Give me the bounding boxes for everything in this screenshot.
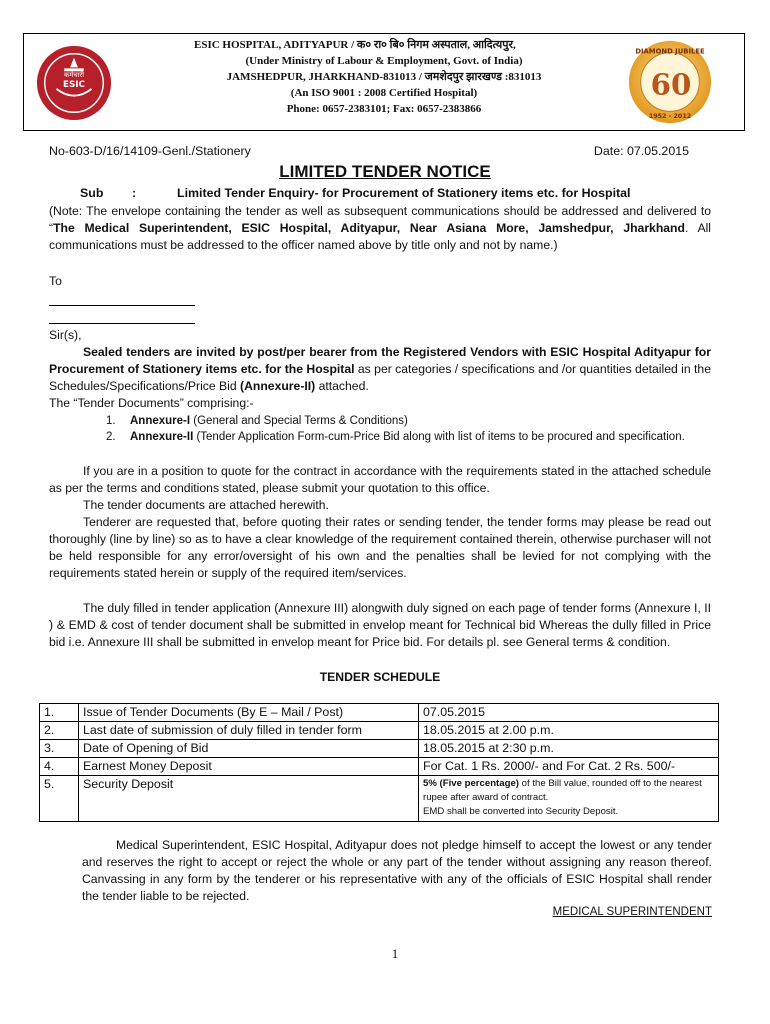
address-line: JAMSHEDPUR, JHARKHAND-831013 / जमशेदपुर झारखण्ड :831013 — [226, 71, 542, 83]
tender-schedule-table — [39, 703, 719, 822]
phone-fax-line: Phone: 0657-2383101; Fax: 0657-2383866 — [286, 103, 482, 115]
ministry-line: (Under Ministry of Labour & Employment, Govt. of India) — [245, 55, 523, 67]
notice-date: Date: 07.05.2015 — [593, 144, 689, 158]
signature: MEDICAL SUPERINTENDENT — [552, 906, 712, 918]
salutation: Sir(s), — [49, 328, 82, 342]
reservation-paragraph: Medical Superintendent, ESIC Hospital, Adityapur does not pledge himself to accept the lowest or any tender and reserves the right to accept or reject the whole or any part of the tender without assigning any reason thereof. Canvassing in any form by the tenderer or his representative with any of the officials of ESIC Hospital shall render the tender liable to be rejected. — [82, 838, 712, 903]
hospital-name: ESIC HOSPITAL, ADITYAPUR / क० रा० बि० निगम अस्पताल, आदित्यपुर, — [194, 39, 516, 51]
row-value: 18.05.2015 at 2:30 p.m. — [419, 740, 719, 758]
row-number: 2. — [40, 722, 79, 740]
table-row — [40, 758, 719, 776]
letterhead — [23, 33, 745, 131]
sealed-tenders-bold: Sealed tenders are invited by post/per bearer from the Registered Vendors with ESIC Hospital Adityapur for Procurement of Stationery items etc. for the Hospital — [49, 345, 711, 376]
table-row — [40, 722, 719, 740]
subject-label: Sub — [80, 186, 104, 200]
subject-line — [80, 185, 720, 202]
svg-text:ESIC: ESIC — [63, 79, 85, 90]
list-item — [82, 429, 712, 445]
table-row — [40, 776, 719, 822]
iso-line: (An ISO 9001 : 2008 Certified Hospital) — [290, 87, 478, 99]
note-paragraph — [49, 203, 711, 254]
list-item-annexure: Annexure-I — [130, 415, 191, 427]
reference-line — [49, 143, 689, 160]
page-title: LIMITED TENDER NOTICE — [279, 162, 491, 181]
row-value: 18.05.2015 at 2.00 p.m. — [419, 722, 719, 740]
table-row — [40, 740, 719, 758]
documents-intro: The “Tender Documents” comprising:- — [49, 396, 254, 410]
diamond-jubilee-logo — [626, 38, 714, 126]
note-address: The Medical Superintendent, ESIC Hospital, Adityapur, Near Asiana More, Jamshedpur, Jharkhand — [53, 221, 685, 235]
row-item: Last date of submission of duly filled in tender form — [79, 722, 419, 740]
reference-number: No-603-D/16/14109-Genl./Stationery — [49, 144, 251, 158]
row-value — [419, 776, 719, 822]
list-item-number: 1. — [106, 415, 116, 427]
annexure-ii-ref: (Annexure-II) — [240, 379, 316, 393]
row-value: 07.05.2015 — [419, 704, 719, 722]
list-item-annexure: Annexure-II — [130, 431, 194, 443]
attached-note: The tender documents are attached herewith. — [83, 498, 329, 512]
svg-text:DIAMOND JUBILEE: DIAMOND JUBILEE — [635, 47, 705, 56]
note-text-part1: (Note: The envelope containing the tender as well as subsequent communications should be addressed and delivered to “ — [49, 204, 711, 235]
row-value: For Cat. 1 Rs. 2000/- and For Cat. 2 Rs. 500/- — [419, 758, 719, 776]
svg-text:1952 - 2012: 1952 - 2012 — [648, 113, 692, 121]
row-number: 4. — [40, 758, 79, 776]
security-percentage: 5% (Five percentage) — [423, 778, 519, 789]
esic-emblem-logo — [35, 44, 113, 122]
sealed-tenders-paragraph — [49, 344, 711, 395]
row-item: Earnest Money Deposit — [79, 758, 419, 776]
schedule-title: TENDER SCHEDULE — [319, 670, 441, 684]
security-text: of the Bill value, rounded off to the nearest rupee after award of contract. — [423, 778, 702, 803]
page-number: 1 — [391, 946, 399, 961]
list-item-number: 2. — [106, 431, 116, 443]
list-item — [82, 413, 712, 429]
row-number: 1. — [40, 704, 79, 722]
tenderer-paragraph: Tenderer are requested that, before quoting their rates or sending tender, the tender forms may please be read out thoroughly (line by line) so as to have a clear knowledge of the requirement contained therein, otherwise purchaser will not be held responsible for any error/oversight of his own and the penalties shall be levied for not complying with the requirements stated herein or supply of the required item/services. — [49, 515, 711, 580]
emd-conversion-note: EMD shall be converted into Security Deposit. — [423, 806, 619, 817]
to-label: To — [49, 274, 62, 288]
svg-text:60: 60 — [650, 66, 692, 102]
addressee-blank-line-2 — [49, 323, 195, 324]
quote-paragraph: If you are in a position to quote for the contract in accordance with the requirements stated in the attached schedule as per the terms and conditions stated, please submit your quotation to this office. — [49, 464, 711, 495]
note-text-part2: . All communications must be addressed to the officer named above by title only and not by name.) — [49, 221, 711, 252]
row-item: Security Deposit — [79, 776, 419, 822]
row-item: Date of Opening of Bid — [79, 740, 419, 758]
subject-colon: : — [132, 186, 137, 200]
row-number: 3. — [40, 740, 79, 758]
sealed-tenders-end: attached. — [315, 379, 369, 393]
list-item-text: (Tender Application Form-cum-Price Bid along with list of items to be procured and specification. — [193, 431, 685, 443]
subject-text: Limited Tender Enquiry- for Procurement of Stationery items etc. for Hospital — [177, 186, 631, 200]
svg-text:कर्मचारी: कर्मचारी — [64, 71, 84, 80]
letterhead-text — [134, 37, 634, 117]
list-item-text: (General and Special Terms & Conditions) — [190, 415, 408, 427]
row-item: Issue of Tender Documents (By E – Mail / Post) — [79, 704, 419, 722]
table-row — [40, 704, 719, 722]
sealed-tenders-text: as per categories / specifications and /or quantities detailed in the Schedules/Specifications/Price Bid — [49, 362, 711, 393]
addressee-blank-line-1 — [49, 305, 195, 306]
tender-documents-list — [82, 413, 712, 445]
row-number: 5. — [40, 776, 79, 822]
filled-application-paragraph: The duly filled in tender application (Annexure III) alongwith duly signed on each page of tender forms (Annexure I, II ) & EMD & cost of tender document shall be submitted in envelop meant for Technical bid Whereas the dully filled in Price bid i.e. Annexure III shall be submitted in envelop meant for Price bid. For details pl. see General terms & condition. — [49, 601, 711, 649]
